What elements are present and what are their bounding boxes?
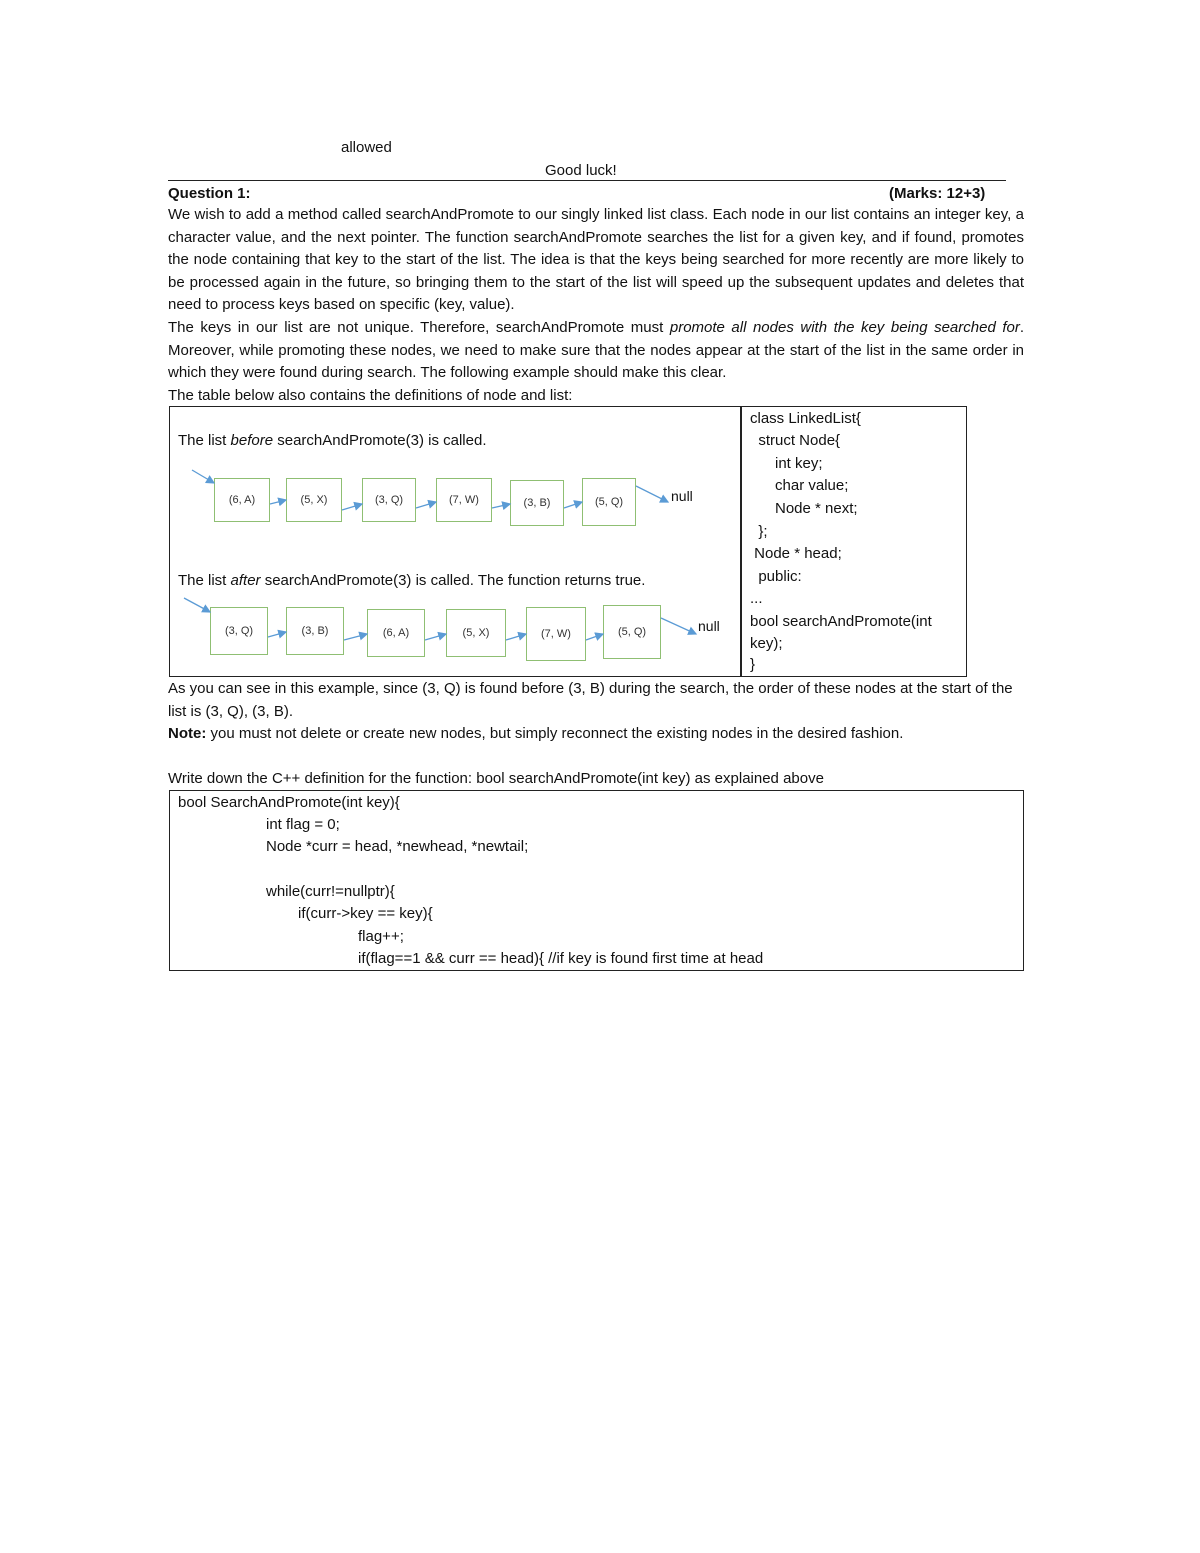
intro-paragraph-1: We wish to add a method called searchAndPromote to our singly linked list class. Each node in our list contains an integer key, a character value, and the next pointer. The function searchAndPromote searches the list for a given key, and if found, promotes the node containing that key to the start of the list. The idea is that the keys being searched for more recently are more likely to be processed again in the future, so bringing them to the start of the list will speed up the subsequent updates and deletes that need to process keys based on specific (key, value). [168, 206, 1024, 313]
arrow-head-pointer-after [184, 598, 210, 612]
before-caption-part2: searchAndPromote(3) is called. [273, 432, 487, 449]
class-def-line: }; [750, 523, 768, 540]
class-def-line: Node * head; [750, 545, 842, 562]
after-node: (7, W) [526, 607, 586, 661]
before-node: (6, A) [214, 478, 270, 522]
before-caption-part1: The list [178, 432, 231, 449]
after-caption-part2: searchAndPromote(3) is called. The function returns true. [260, 572, 646, 589]
arrow-after [425, 634, 446, 640]
arrow-to-null-after [661, 618, 696, 634]
p2-end: . Moreover, while promoting these nodes, we need to make sure that the nodes appear at the start of the list in the same order in which they were found during search. The following example should make this clear. [168, 319, 1025, 381]
answer-line: flag++; [358, 928, 404, 945]
class-def-line: struct Node{ [750, 432, 841, 449]
before-node: (7, W) [436, 478, 492, 522]
class-def-line: char value; [750, 477, 849, 494]
before-node: (3, Q) [362, 478, 416, 522]
explanation-paragraph: As you can see in this example, since (3, Q) is found before (3, B) during the search, the order of these nodes at the start of the list is (3, Q), (3, B). [168, 680, 1013, 720]
answer-line: while(curr!=nullptr){ [266, 883, 395, 900]
answer-line: if(curr->key == key){ [298, 905, 433, 922]
allowed-text: allowed [341, 139, 392, 156]
after-node: (5, X) [446, 609, 506, 657]
intro-paragraph-3: The table below also contains the definitions of node and list: [168, 387, 573, 404]
after-null-label: null [698, 618, 720, 634]
answer-line: if(flag==1 && curr == head){ //if key is found first time at head [358, 950, 764, 967]
after-node: (3, B) [286, 607, 344, 655]
answer-line: bool SearchAndPromote(int key){ [178, 794, 400, 811]
write-prompt: Write down the C++ definition for the function: bool searchAndPromote(int key) as explained above [168, 770, 824, 787]
answer-line: Node *curr = head, *newhead, *newtail; [266, 838, 529, 855]
class-def-line: Node * next; [750, 500, 858, 517]
before-node: (3, B) [510, 480, 564, 526]
good-luck-text: Good luck! [545, 162, 617, 179]
class-def-line: ... [750, 590, 763, 607]
arrow-before [270, 500, 286, 504]
arrow-after [268, 632, 286, 637]
before-null-label: null [671, 488, 693, 504]
before-node: (5, Q) [582, 478, 636, 526]
after-caption-part1: The list [178, 572, 231, 589]
class-def-line: bool searchAndPromote(int [750, 613, 932, 630]
after-caption-emphasis: after [230, 572, 261, 589]
arrow-to-null-before [636, 486, 668, 502]
arrow-after [506, 634, 526, 640]
answer-line: int flag = 0; [266, 816, 340, 833]
arrow-before [416, 502, 436, 508]
before-caption-emphasis: before [230, 432, 274, 449]
arrow-before [342, 504, 362, 510]
note-label: Note: [168, 725, 207, 742]
arrow-after [344, 634, 367, 640]
class-def-line: class LinkedList{ [750, 410, 861, 427]
after-node: (3, Q) [210, 607, 268, 655]
after-node: (6, A) [367, 609, 425, 657]
arrow-head-pointer-before [192, 470, 214, 483]
arrow-before [492, 504, 510, 508]
question-title: Question 1: [168, 185, 251, 202]
class-def-line: } [750, 656, 756, 673]
before-node: (5, X) [286, 478, 342, 522]
class-def-line: int key; [750, 455, 823, 472]
question-marks: (Marks: 12+3) [889, 185, 986, 202]
p2-emphasis: promote all nodes with the key being searched for [669, 319, 1020, 336]
p2-start: The keys in our list are not unique. Therefore, searchAndPromote must [168, 319, 670, 336]
arrow-after [586, 634, 603, 640]
arrow-before [564, 502, 582, 508]
note-paragraph [168, 723, 1024, 746]
class-def-line: key); [750, 635, 783, 652]
note-text: you must not delete or create new nodes, but simply reconnect the existing nodes in the desired fashion. [206, 725, 904, 742]
after-node: (5, Q) [603, 605, 661, 659]
class-def-line: public: [750, 568, 802, 585]
